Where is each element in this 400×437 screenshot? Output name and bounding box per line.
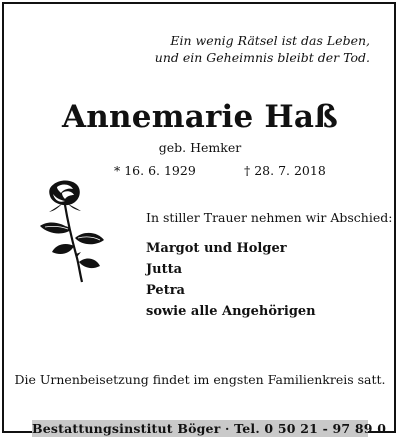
farewell-text: In stiller Trauer nehmen wir Abschied: [146, 210, 393, 225]
mourner-name: Jutta [146, 262, 183, 277]
mourner-name: Petra [146, 283, 185, 298]
burial-note: Die Urnenbeisetzung findet im engsten Familienkreis satt. [14, 372, 386, 387]
death-date: † 28. 7. 2018 [244, 163, 326, 178]
mourner-name: Margot und Holger [146, 241, 287, 256]
rose-icon [32, 178, 112, 284]
deceased-name: Annemarie Haß [62, 99, 338, 135]
maiden-name: geb. Hemker [158, 140, 242, 155]
quote-line-1: Ein wenig Rätsel ist das Leben, [170, 33, 370, 48]
birth-date: * 16. 6. 1929 [114, 163, 196, 178]
quote-line-2: und ein Geheimnis bleibt der Tod. [154, 50, 370, 65]
mourners-list [146, 238, 316, 322]
epigraph-quote [155, 32, 370, 66]
mourner-name: sowie alle Angehörigen [146, 304, 316, 319]
funeral-home-footer: Bestattungsinstitut Böger · Tel. 0 50 21 - 97 89 0 [32, 421, 387, 436]
